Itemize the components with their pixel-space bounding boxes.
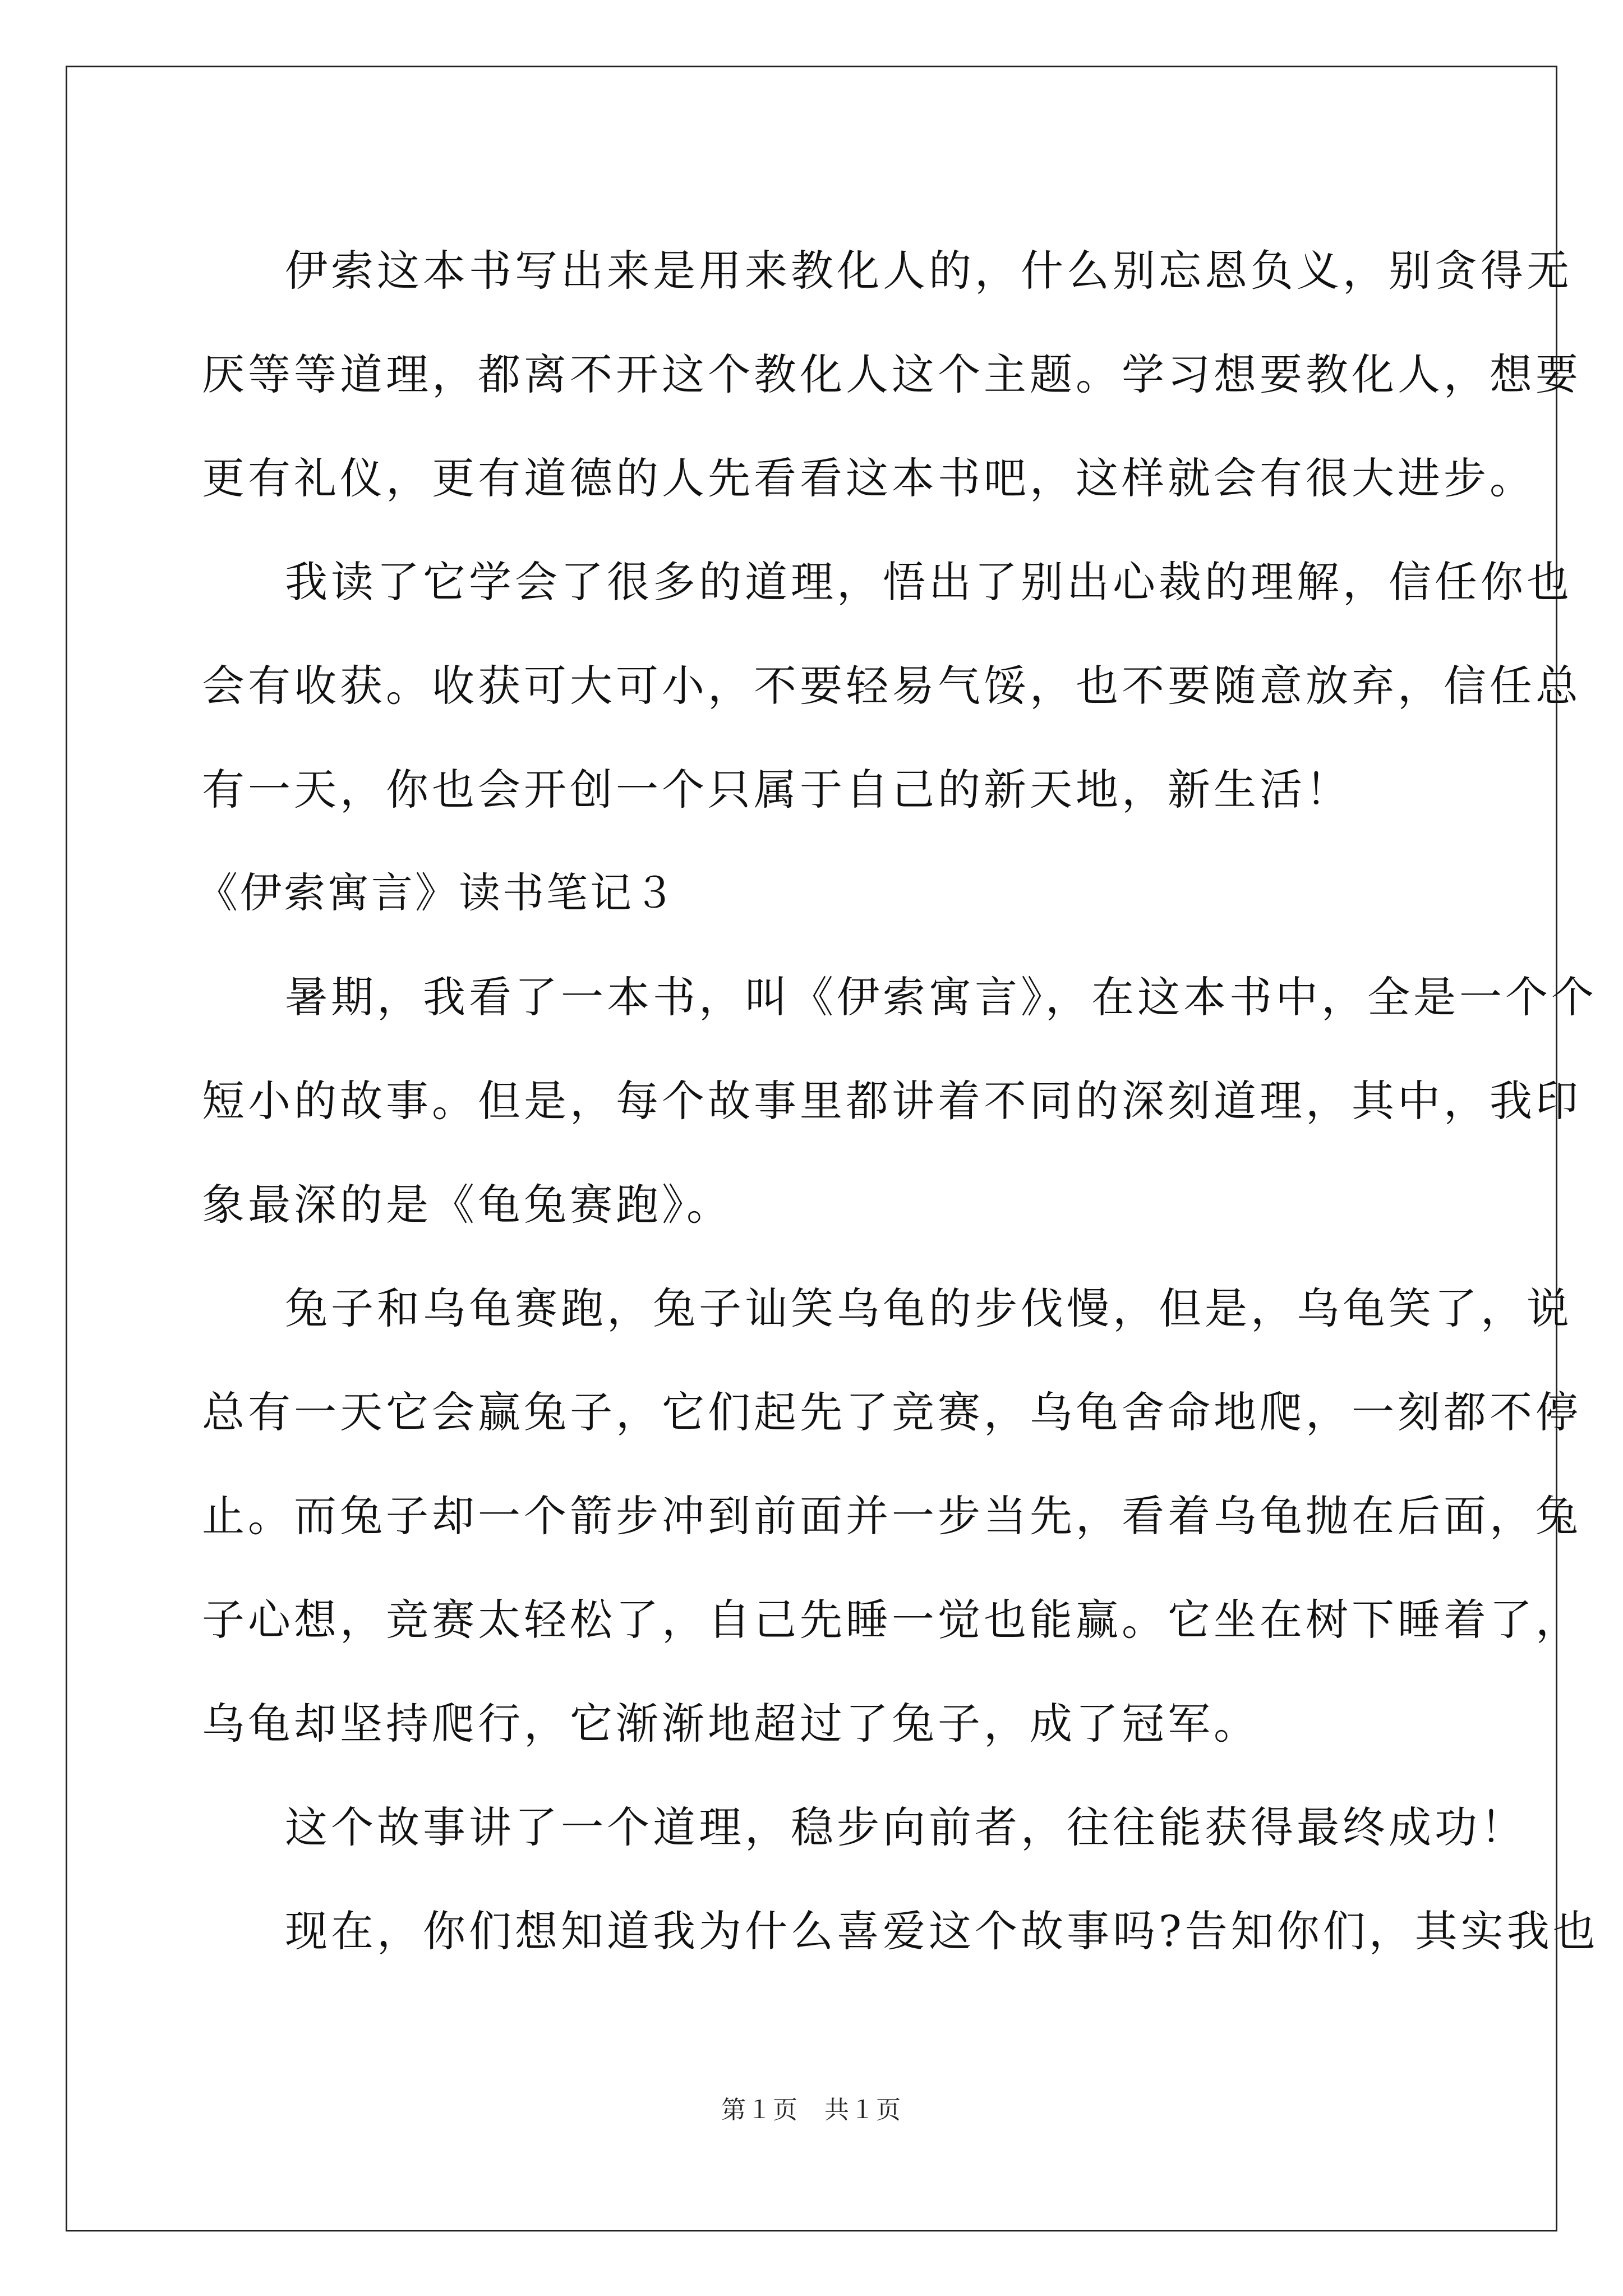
text-line: 会有收获。收获可大可小，不要轻易气馁，也不要随意放弃，信任总 xyxy=(202,661,1581,711)
text-line: 现在，你们想知道我为什么喜爱这个故事吗?告知你们，其实我也 xyxy=(285,1906,1599,1956)
section-heading: 《伊索寓言》读书笔记３ xyxy=(196,869,677,917)
text-line: 有一天，你也会开创一个只属于自己的新天地，新生活！ xyxy=(202,765,1352,815)
text-line: 更有礼仪，更有道德的人先看看这本书吧，这样就会有很大进步。 xyxy=(202,453,1536,503)
page-footer: 第１页 共１页 xyxy=(721,2096,902,2124)
text-line: 伊索这本书写出来是用来教化人的，什么别忘恩负义，别贪得无 xyxy=(285,246,1573,296)
text-line: 暑期，我看了一本书，叫《伊索寓言》，在这本书中，全是一个个 xyxy=(285,972,1597,1022)
text-line: 止。而兔子却一个箭步冲到前面并一步当先，看着乌龟抛在后面，兔 xyxy=(202,1491,1581,1541)
text-line: 乌龟却坚持爬行，它渐渐地超过了兔子，成了冠军。 xyxy=(202,1699,1260,1749)
text-line: 厌等等道理，都离不开这个教化人这个主题。学习想要教化人，想要 xyxy=(202,349,1581,399)
text-line: 象最深的是《龟兔赛跑》。 xyxy=(202,1180,732,1230)
text-line: 总有一天它会赢兔子，它们起先了竞赛，乌龟舍命地爬，一刻都不停 xyxy=(202,1387,1581,1437)
text-line: 兔子和乌龟赛跑，兔子讪笑乌龟的步伐慢，但是，乌龟笑了，说 xyxy=(285,1283,1573,1333)
text-line: 这个故事讲了一个道理，稳步向前者，往往能获得最终成功！ xyxy=(285,1802,1527,1852)
document-body xyxy=(196,219,1599,1983)
text-line: 我读了它学会了很多的道理，悟出了别出心裁的理解，信任你也 xyxy=(285,557,1573,607)
text-line: 短小的故事。但是，每个故事里都讲着不同的深刻道理，其中，我印 xyxy=(202,1076,1581,1126)
text-line: 子心想，竞赛太轻松了，自己先睡一觉也能赢。它坐在树下睡着了， xyxy=(202,1595,1581,1645)
